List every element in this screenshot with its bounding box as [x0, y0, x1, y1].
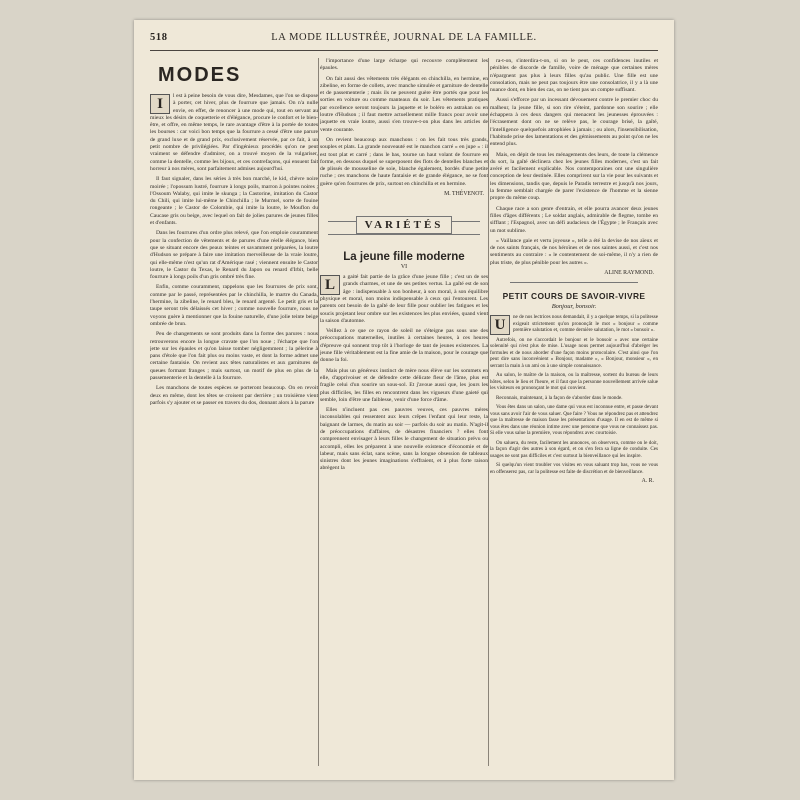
petit-cours-body: [490, 314, 658, 484]
modes-paragraph: Il faut signaler, dans les séries à très bon marché, le kid, chèvre noire moirée ; l'opossum lustré, fourrure à longs poils, marron à pointes noires ; l'Ossoum Walaby, qui imite le skunga ; la Castorine, imitation du Castor du Chili, qui imite lui-même le Chinchilla ; le Murmel, sorte de fouine rongeante ; le Castor de Colombie, qui imite la loutre, le Mouflon du Caucase gris ou beige, avec lequel on fait de jolies parures de jeunes filles et d'enfants.: [150, 176, 318, 227]
modes-paragraph: l'importance d'une large écharpe qui recouvre complètement les épaules.: [320, 58, 488, 72]
modes-paragraph: Dans les fourrures d'un ordre plus relevé, que l'on emploie couramment pour la confection de vêtements et de parures d'une réelle élégance, bien que se situant encore des peaux teintes et savamment préparées, la loutre d'Hudson se prépare à faire une imitation merveilleuse de la vraie loutre, qui elle-même n'est qu'un rat d'Amérique rasé ; viennent ensuite le Castor loutre, le Castor du Texas, le Renard du Japon ou renard d'Irbit, belle fourrure à longs poils d'un gris ombré très fine.: [150, 230, 318, 281]
article-paragraph: ra-t-on, s'interdira-t-on, si on le peut, ces confidences inutiles et pénibles de discorde de famille, voire de ménage que certaines mères n'épargnent pas plus à leurs filles qu'au public. Une fille est une consolation, mais ne peut pas toujours être une consolatrice, il y a là une nuance dont, en bien des cas, on ne tient pas un compte suffisant.: [490, 58, 658, 94]
author-signature: M. THÉVENOT.: [444, 191, 484, 198]
header-rule: [150, 50, 658, 51]
petit-cours-paragraph: Vous êtes dans un salon, une dame qui vous est inconnue entre, et passe devant vous sans avoir l'air de vous saluer. Que faire ? Vous ne répondrez pas et attendrez que la maîtresse de maison fasse les présentations d'usage. Il en est de même si vous êtes dans une réunion intime avec une personne que vous ne connaissez pas. Si elle vous salue la première, vous répondrez avec courtoisie.: [490, 404, 658, 437]
modes-paragraph: On revient beaucoup aux manchons : on les fait tous très grands, souples et plats. La grande nouveauté est le manchon carré « en jupe » : il est tout plat et carré ; dans le bas, tourne un haut volant de fourrure en forme, en dessous duquel se superposent des flots de dentelles blanches et de plissés de mousseline de soie, blanche également, bordés d'une petite ruche ; ces manchons de haute fantaisie et de grande élégance, ne se font guère qu'en fourrures de prix, surtout en chinchilla et en hermine.: [320, 136, 488, 187]
section-divider: [510, 282, 638, 283]
modes-paragraph: Les manchons de toutes espèces se porteront beaucoup. On en revoit deux en même, dont les têtes se croisent par derrière ; un troisième vient parfois s'y ajouter et se passer en travers du dos, donnant alors à la parure: [150, 385, 318, 406]
petit-cours-paragraph: On saluera, du reste, facilement les annonces, on observera, comme on le doit, la façon d'agir des autres à son égard, et on s'en fera sa ligne de conduite. Ces usages ne sont pas difficiles et c'est surtout la bienveillance qui les inspire.: [490, 439, 658, 459]
modes-title: MODES: [158, 64, 242, 86]
modes-paragraph: Enfin, comme couramment, rappelons que les fourrures de prix sont, comme par le passé, représentées par le chinchilla, le martre du Canada, l'hermine, la zibeline, le renard bleu, le renard argenté. Le petit gris et la taupe seront très délaissés cet hiver ; comme nouvelle fourrure, nous ne voyons guère à mentionner que la fouine naturelle, d'une jolie teinte beige ombrée de brun.: [150, 284, 318, 327]
column-3: [490, 58, 658, 770]
column-1: [150, 58, 318, 770]
dropcap: U: [490, 315, 510, 335]
varietes-label: VARIÉTÉS: [356, 216, 453, 234]
petit-cours-paragraph: ne de nos lectrices nous demandait, il y a quelque temps, si la politesse exigeait strictement qu'on prononçât le mot « bonjour » comme première salutation et, comme dernière salutation, le mot « bonsoir ».: [513, 314, 658, 334]
article-title: La jeune fille moderne: [343, 251, 465, 264]
column-divider: [488, 58, 489, 766]
modes-paragraph: Peu de changements se sont produits dans la forme des parures : nous retrouverons encore la longue cravate que l'on noue ; l'écharpe que l'on jette sur les épaules et qu'on laisse tomber négligemment ; la pèlerine à pans d'étole que l'on fait plus ou moins vaste, et dont la forme admet une certaine fantaisie. On revient aux têtes naturalistes et aux garnitures de queues formant franges ; mais surtout, un motif de plus en plus de la passementerie et la dentelle à la fourrure.: [150, 331, 318, 381]
article-paragraph: Aussi s'efforce par un incessant dévouement contre le premier choc du malheur, la jeune fille, si son rire s'éteint, pardonne son sourire ; elle échappera à ces deux dangers qui menacent les jeunesses éprouvées : l'écrasement dont on ne se relève pas, le courage brisé, la gaîté, l'intelligence quelquefois atrophiées à jamais ; ou alors, l'insensibilisation, l'habitude prise des lamentations et des gémissements au point qu'on ne les entend plus.: [490, 97, 658, 148]
article-paragraph: Elles n'incluent pas ces pauvres veuves, ces pauvres mères inconsolables qui ressentent aux leurs crêpes l'enfant qui leur reste, la baignant de larmes, du matin au soir — parfois du soir au matin. N'agit-il de préoccupations d'affaires, de désastres financiers ? elles font comprennent envisager à leurs filles le changement de situation prévu ou accompli, elles les préparent à une nouvelle existence d'économie et de labeur, mais sans éclat, sans scène, sans la longue obsession de tableaux sinistres dont les jeunes imaginations s'effraient, et à plus forte raison abrègent la: [320, 407, 488, 472]
petit-cours-paragraph: Si quelqu'un vient troubler vos visites en vous saluant trop bas, vous ne vous en offenserez pas, car la politesse est faite de discrétion et de bienveillance.: [490, 462, 658, 475]
modes-paragraph: On fait aussi des vêtements très élégants en chinchilla, en hermine, en zibeline, en forme de collets, avec manche simulée et garniture de dentelle et de passementerie ; mais ils ne peuvent guère être portés que pour les sorties en voiture ou comme manteaux du soir. Les vêtements pratiques par excellence seront toujours la jaquette et le boléro en astrakan ou en loutre d'Hudson ; il faut mettre actuellement mille francs pour avoir une jaquette en vraie loutre, aussi s'en trouve-t-on plus dans les articles de vente courante.: [320, 75, 488, 133]
petit-cours-paragraph: Autrefois, on ne s'accordait le bonjour et le bonsoir » avec une certaine solennité qui n'est plus de mise. L'usage nous permet aujourd'hui d'abréger les formules et de nous aborder d'une façon moins protocolaire. C'est ainsi que l'on peut dire sans inconvénient « Bonjour, madame », « Bonjour, monsieur », en serrant la main à un ami ou à une simple connaissance.: [490, 336, 658, 369]
column-2: [320, 58, 488, 770]
article-paragraph: « Vaillance gaie et vertu joyeuse », telle a été la devise de nos aïeux et de nos saints français, de nos héroïnes et de nos saintes aussi, et c'est nos sentiments au contraire : « le contentement de soi-même, il n'y a rien de plus triste, de plus pénible pour les autres ».: [490, 237, 658, 266]
page-header: [150, 32, 658, 48]
petit-cours-title: PETIT COURS DE SAVOIR-VIVRE: [502, 291, 646, 302]
dropcap: I: [150, 94, 170, 114]
article-paragraph: Mais, en dépit de tous les ménagements des leurs, de toute la clémence du sort, la gaîté déclinera chez les jeunes filles modernes, c'est un fait avéré et facilement explicable. Nos contemporaines ont une singulière conception de leur destinée. Elles comprirent sur la vie pour les suivants et les dimensions, tandis que, depuis le Paradis terrestre et jusqu'à nos jours, la femme semblait chargée de parer l'existence de l'homme et la sienne propre du même coup.: [490, 151, 658, 202]
article-paragraph: a gaité fait partie de la grâce d'une jeune fille ; c'est un de ses grands charmes, et une de ses petites vertus. La gaîté est de son âge : indispensable à son bonheur, à son moral, à son équilibre physique et moral, non moins indispensable à ceux qui l'entourent. Les parents ont besoin de la gaîté de leur fille pour oublier les fatigues et les soucis projetant leur ombre sur les existences les plus enviées, quand vient la saison d'automne.: [320, 274, 488, 324]
newspaper-page: [134, 20, 674, 780]
page-number: 518: [150, 32, 168, 43]
varietes-banner: [320, 203, 488, 247]
article-paragraph: Chaque race a son genre d'entrain, et elle pourra avancer deux jeunes filles d'âges différents ; Le soldat anglais, admirable de flegme, tombe en sifflant ; l'Espagnol, avec un défi audacieux de l'Égypte ; le Français avec un mot sublime.: [490, 205, 658, 234]
modes-paragraph: l est à peine besoin de vous dire, Mesdames, que l'on se dispose à porter, cet hiver, plus de fourrure que jamais. On n'a nulle envie, en effet, de renoncer à une mode qui, tout en servant au mieux les désirs de coquetterie et d'élégance, procure le confort et le bien-être, et offre, en même temps, le rare avantage d'être à la portée de toutes les bourses : car voici bon temps que la fourrure a cessé d'être une parure de grand luxe et de grand prix, exclusivement réservée, par ce fait, à un petit nombre de privilégiées. Par d'ingénieux procédés qu'on ne peut vraiment se défendre d'admirer, on a trouvé moyen de la vulgariser, comme la dentelle, comme les bijoux, et ces contrefaçons, qui ensuent fait horreur à nos mères, sont parfaitement admises aujourd'hui.: [150, 93, 318, 172]
journal-title: LA MODE ILLUSTRÉE, JOURNAL DE LA FAMILLE.: [271, 32, 537, 43]
petit-cours-subtitle: Bonjour, bonsoir.: [551, 303, 597, 311]
article-paragraph: Veillez à ce que ce rayon de soleil ne s'éteigne pas sous une des préoccupations maternelles, inutiles à certaines heures, à ces heures d'épreuve qui sonnent trop tôt à l'horloge de tant de jeunes existences. La jeune fille véritablement est la fine amie de la maison, pour le courage que donne la foi.: [320, 328, 488, 364]
author-signature: ALINE RAYMOND.: [604, 270, 654, 277]
column-divider: [318, 58, 319, 766]
dropcap: L: [320, 275, 340, 295]
article-number: VI: [400, 264, 408, 271]
petit-cours-paragraph: Au salon, le maître de la maison, ou la maîtresse, sortent du bureau de leurs hôtes, selon le lieu et l'heure, et il faut que la personne nouvellement arrivée salue les visiteurs en prononçant le mot qui convient.: [490, 372, 658, 392]
petit-cours-paragraph: Reconnais, maintenant, à la façon de s'aborder dans le monde.: [496, 394, 623, 401]
author-signature: A. R.: [641, 478, 654, 485]
article-paragraph: Mais plus un généreux instinct de mère nous élève sur les sommets en elle, d'apprivoiser et de défendre cette délicate fleur de l'âme, plus est fragile celui d'un sourire un sous-sol. Et j'avoue aussi que, les jours les plus difficiles, les filles en rencontrent dans les vigueurs d'une gaieté qui semble, loin d'être une faiblesse, venir d'une force d'âme.: [320, 367, 488, 403]
